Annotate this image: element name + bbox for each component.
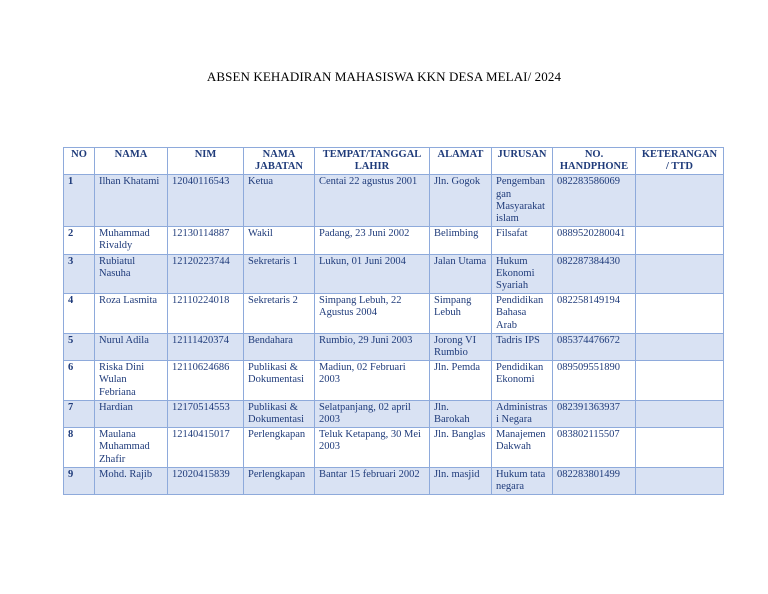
cell-keterangan[interactable]: [636, 467, 724, 494]
cell-hp: 089509551890: [553, 361, 636, 401]
cell-nama: Nurul Adila: [95, 333, 168, 360]
cell-jabatan: Perlengkapan: [244, 428, 315, 468]
cell-ttl: Centai 22 agustus 2001: [315, 175, 430, 227]
cell-keterangan[interactable]: [636, 400, 724, 427]
cell-jurusan: Manajemen Dakwah: [492, 428, 553, 468]
cell-alamat: Jln. masjid: [430, 467, 492, 494]
cell-jurusan: Administrasi Negara: [492, 400, 553, 427]
table-row: [64, 254, 724, 294]
column-header-hp: NO. HANDPHONE: [553, 148, 636, 175]
cell-ttl: Padang, 23 Juni 2002: [315, 227, 430, 254]
column-header-keterangan: KETERANGAN / TTD: [636, 148, 724, 175]
cell-jabatan: Perlengkapan: [244, 467, 315, 494]
attendance-table: [63, 147, 724, 495]
cell-nama: Rubiatul Nasuha: [95, 254, 168, 294]
cell-no: 2: [64, 227, 95, 254]
cell-nama: Riska Dini Wulan Febriana: [95, 361, 168, 401]
cell-alamat: Belimbing: [430, 227, 492, 254]
cell-jabatan: Sekretaris 2: [244, 294, 315, 334]
cell-nim: 12111420374: [168, 333, 244, 360]
cell-jabatan: Wakil: [244, 227, 315, 254]
cell-ttl: Madiun, 02 Februari 2003: [315, 361, 430, 401]
cell-nama: Muhammad Rivaldy: [95, 227, 168, 254]
cell-jabatan: Sekretaris 1: [244, 254, 315, 294]
header-row: [64, 148, 724, 175]
cell-hp: 083802115507: [553, 428, 636, 468]
cell-nim: 12020415839: [168, 467, 244, 494]
column-header-nama: NAMA: [95, 148, 168, 175]
cell-nim: 12170514553: [168, 400, 244, 427]
table-row: [64, 400, 724, 427]
table-row: [64, 175, 724, 227]
column-header-jurusan: JURUSAN: [492, 148, 553, 175]
cell-hp: 082283801499: [553, 467, 636, 494]
cell-ttl: Lukun, 01 Juni 2004: [315, 254, 430, 294]
cell-alamat: Jalan Utama: [430, 254, 492, 294]
table-row: [64, 467, 724, 494]
cell-no: 7: [64, 400, 95, 427]
page-title: ABSEN KEHADIRAN MAHASISWA KKN DESA MELAI/ 2024: [206, 69, 562, 84]
cell-jurusan: Filsafat: [492, 227, 553, 254]
column-header-jabatan: NAMA JABATAN: [244, 148, 315, 175]
cell-no: 8: [64, 428, 95, 468]
cell-keterangan[interactable]: [636, 175, 724, 227]
cell-alamat: Jorong VI Rumbio: [430, 333, 492, 360]
table-row: [64, 294, 724, 334]
cell-ttl: Teluk Ketapang, 30 Mei 2003: [315, 428, 430, 468]
cell-alamat: Jln. Banglas: [430, 428, 492, 468]
cell-ttl: Rumbio, 29 Juni 2003: [315, 333, 430, 360]
cell-nim: 12110224018: [168, 294, 244, 334]
cell-hp: 082391363937: [553, 400, 636, 427]
cell-keterangan[interactable]: [636, 361, 724, 401]
cell-nim: 12130114887: [168, 227, 244, 254]
column-header-no: NO: [64, 148, 95, 175]
column-header-nim: NIM: [168, 148, 244, 175]
cell-keterangan[interactable]: [636, 227, 724, 254]
cell-nama: Roza Lasmita: [95, 294, 168, 334]
cell-nama: Maulana Muhammad Zhafir: [95, 428, 168, 468]
cell-no: 5: [64, 333, 95, 360]
cell-keterangan[interactable]: [636, 294, 724, 334]
table-row: [64, 361, 724, 401]
cell-jabatan: Publikasi & Dokumentasi: [244, 361, 315, 401]
cell-jabatan: Bendahara: [244, 333, 315, 360]
column-header-ttl: TEMPAT/TANGGAL LAHIR: [315, 148, 430, 175]
cell-hp: 0889520280041: [553, 227, 636, 254]
cell-nim: 12040116543: [168, 175, 244, 227]
cell-alamat: Simpang Lebuh: [430, 294, 492, 334]
cell-jurusan: Pendidikan Ekonomi: [492, 361, 553, 401]
cell-ttl: Selatpanjang, 02 april 2003: [315, 400, 430, 427]
cell-keterangan[interactable]: [636, 254, 724, 294]
cell-hp: 082287384430: [553, 254, 636, 294]
cell-keterangan[interactable]: [636, 428, 724, 468]
cell-keterangan[interactable]: [636, 333, 724, 360]
cell-hp: 082258149194: [553, 294, 636, 334]
cell-alamat: Jln. Gogok: [430, 175, 492, 227]
cell-nim: 12120223744: [168, 254, 244, 294]
column-header-alamat: ALAMAT: [430, 148, 492, 175]
cell-jabatan: Publikasi & Dokumentasi: [244, 400, 315, 427]
cell-hp: 082283586069: [553, 175, 636, 227]
cell-nama: Hardian: [95, 400, 168, 427]
cell-no: 3: [64, 254, 95, 294]
cell-jurusan: Pendidikan Bahasa Arab: [492, 294, 553, 334]
cell-nama: Mohd. Rajib: [95, 467, 168, 494]
cell-hp: 085374476672: [553, 333, 636, 360]
cell-no: 1: [64, 175, 95, 227]
table-row: [64, 227, 724, 254]
cell-jabatan: Ketua: [244, 175, 315, 227]
cell-no: 9: [64, 467, 95, 494]
cell-nim: 12110624686: [168, 361, 244, 401]
cell-ttl: Simpang Lebuh, 22 Agustus 2004: [315, 294, 430, 334]
cell-jurusan: Hukum tata negara: [492, 467, 553, 494]
cell-jurusan: Tadris IPS: [492, 333, 553, 360]
cell-no: 6: [64, 361, 95, 401]
cell-nama: Ilhan Khatami: [95, 175, 168, 227]
cell-alamat: Jln. Barokah: [430, 400, 492, 427]
table-row: [64, 333, 724, 360]
cell-jurusan: Pengembangan Masyarakat islam: [492, 175, 553, 227]
cell-alamat: Jln. Pemda: [430, 361, 492, 401]
cell-nim: 12140415017: [168, 428, 244, 468]
cell-no: 4: [64, 294, 95, 334]
cell-ttl: Bantar 15 februari 2002: [315, 467, 430, 494]
table-row: [64, 428, 724, 468]
cell-jurusan: Hukum Ekonomi Syariah: [492, 254, 553, 294]
